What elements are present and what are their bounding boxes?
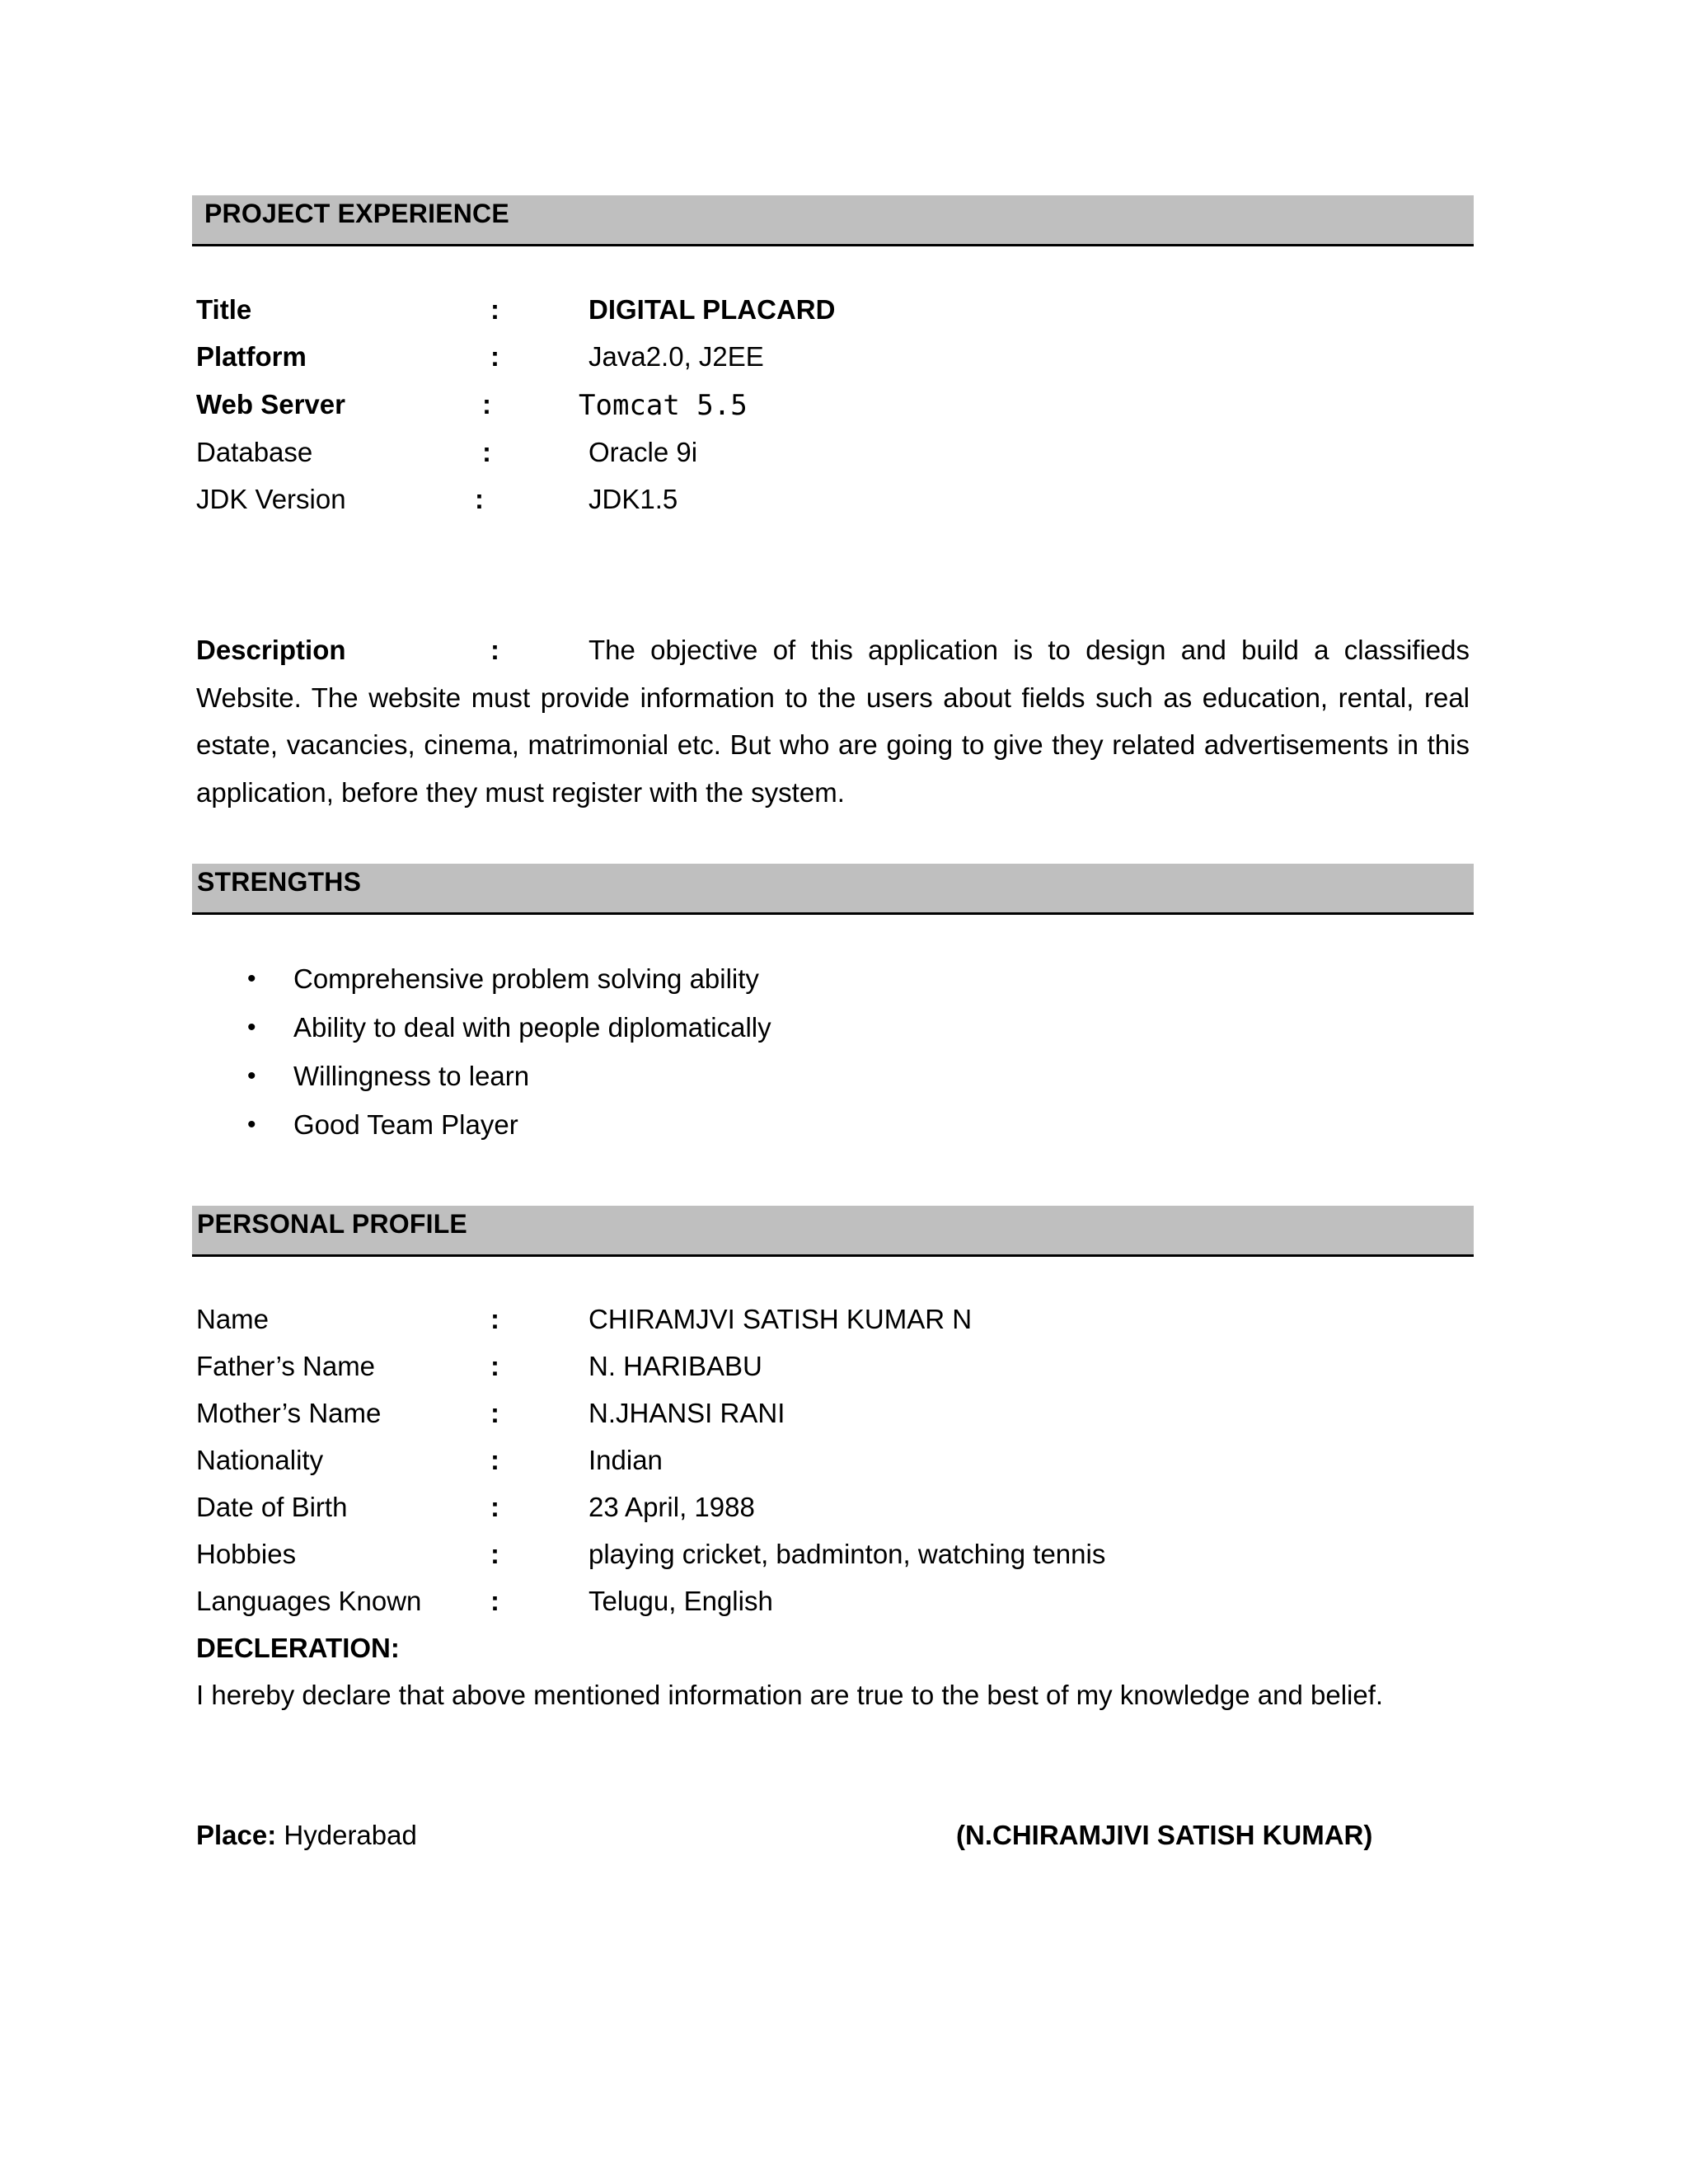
row-colon: : — [490, 1539, 499, 1569]
row-colon: : — [475, 484, 484, 514]
section-header-project-experience — [192, 195, 1474, 246]
project-row-database — [196, 437, 1482, 473]
row-label: Platform — [196, 341, 307, 372]
row-value: CHIRAMJVI SATISH KUMAR N — [588, 1304, 973, 1334]
declaration-heading: DECLERATION: — [196, 1633, 400, 1663]
list-item — [196, 958, 1020, 1006]
place-label: Place: — [196, 1820, 277, 1850]
project-row-platform — [196, 341, 1482, 377]
profile-row-name — [196, 1304, 1482, 1340]
row-label: Title — [196, 294, 252, 325]
project-description — [196, 626, 1470, 816]
description-colon: : — [490, 635, 499, 665]
project-row-jdk-version — [196, 484, 1482, 520]
row-value: Oracle 9i — [588, 437, 698, 467]
profile-row-nationality — [196, 1445, 1482, 1481]
row-label: JDK Version — [196, 484, 346, 514]
row-value: Java2.0, J2EE — [588, 341, 764, 372]
row-label: Web Server — [196, 389, 345, 419]
row-colon: : — [490, 341, 499, 372]
row-label: Hobbies — [196, 1539, 297, 1569]
profile-row-mothers-name — [196, 1398, 1482, 1434]
section-header-strengths — [192, 864, 1474, 915]
row-colon: : — [490, 1351, 499, 1381]
row-colon: : — [490, 1586, 499, 1616]
row-colon: : — [490, 1492, 499, 1522]
place-value: Hyderabad — [284, 1820, 417, 1850]
row-label: Mother’s Name — [196, 1398, 382, 1428]
row-colon: : — [482, 437, 491, 467]
description-label: Description — [196, 635, 346, 665]
list-item-text: Willingness to learn — [293, 1061, 530, 1091]
section-header-personal-profile — [192, 1206, 1474, 1257]
row-colon: : — [490, 1398, 499, 1428]
list-item-text: Comprehensive problem solving ability — [293, 963, 759, 994]
row-colon: : — [490, 1445, 499, 1475]
row-value: DIGITAL PLACARD — [588, 294, 836, 325]
bullet: • — [247, 1111, 256, 1138]
profile-row-date-of-birth — [196, 1492, 1482, 1528]
row-value: Telugu, English — [588, 1586, 773, 1616]
description-text: The objective of this application is to design and build a classifieds Website. The website must provide information to the users about fields such as education, rental, real estate, vacancies, cinema, matrimonial etc. But who are going to give they related advertisements in this application, before they must register with the system. — [196, 635, 1470, 808]
row-value: playing cricket, badminton, watching tennis — [588, 1539, 1106, 1569]
row-label: Father’s Name — [196, 1351, 376, 1381]
bullet: • — [247, 1014, 256, 1041]
list-item — [196, 1006, 1020, 1055]
row-value: JDK1.5 — [588, 484, 678, 514]
bullet: • — [247, 965, 256, 992]
list-item-text: Ability to deal with people diplomatically — [293, 1012, 771, 1043]
bullet: • — [247, 1062, 256, 1090]
row-label: Languages Known — [196, 1586, 422, 1616]
signature: (N.CHIRAMJIVI SATISH KUMAR) — [956, 1820, 1373, 1850]
strengths-list — [196, 958, 1020, 1152]
row-value: N. HARIBABU — [588, 1351, 762, 1381]
list-item — [196, 1104, 1020, 1152]
profile-row-hobbies — [196, 1539, 1482, 1575]
section-title: PROJECT EXPERIENCE — [204, 199, 509, 228]
row-colon: : — [482, 389, 491, 419]
row-value: Tomcat 5.5 — [579, 389, 748, 422]
project-row-title — [196, 294, 1482, 330]
row-value: Indian — [588, 1445, 663, 1475]
section-title: PERSONAL PROFILE — [197, 1209, 467, 1239]
profile-row-fathers-name — [196, 1351, 1482, 1387]
row-label: Database — [196, 437, 313, 467]
row-label: Date of Birth — [196, 1492, 348, 1522]
list-item-text: Good Team Player — [293, 1109, 518, 1140]
section-title: STRENGTHS — [197, 867, 362, 897]
row-label: Nationality — [196, 1445, 324, 1475]
list-item — [196, 1055, 1020, 1104]
row-value: N.JHANSI RANI — [588, 1398, 785, 1428]
row-label: Name — [196, 1304, 270, 1334]
profile-row-languages-known — [196, 1586, 1482, 1622]
project-row-web-server — [196, 389, 1482, 425]
row-colon: : — [490, 294, 499, 325]
row-value: 23 April, 1988 — [588, 1492, 755, 1522]
row-colon: : — [490, 1304, 499, 1334]
place-line — [196, 1820, 417, 1851]
declaration-text: I hereby declare that above mentioned information are true to the best of my knowledge and belief. — [196, 1680, 1384, 1710]
